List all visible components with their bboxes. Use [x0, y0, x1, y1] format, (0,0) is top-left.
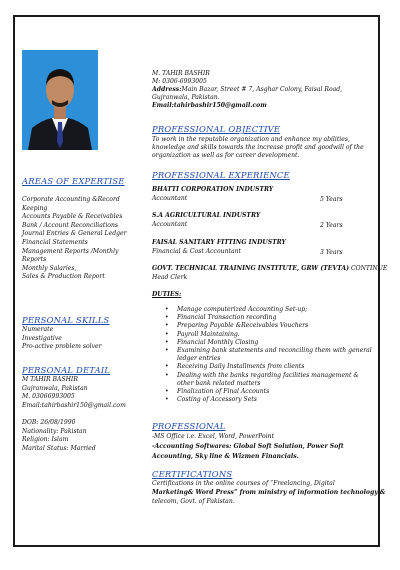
address-label: Address: — [152, 86, 182, 93]
certification-line: Marketing& Word Press” from ministry of information technology & — [152, 489, 386, 496]
job-role: Accountant — [152, 195, 188, 202]
job-role: Financial & Cost Accountant — [152, 248, 241, 255]
personal-line: M. 03066993005 — [22, 393, 75, 401]
list-item: Monthly Salaries, — [22, 264, 77, 272]
list-item: • Financial Monthly Closing — [165, 338, 259, 346]
list-item: Journal Entries & General Ledger — [22, 230, 127, 238]
objective-line: To work in the reputable organization and enhance my abilities, — [152, 136, 350, 143]
job-company: BHATTI CORPORATION INDUSTRY — [152, 186, 274, 193]
objective-line: organization as well as for career development. — [152, 152, 300, 159]
list-item: Corporate Accounting &Record — [22, 196, 120, 203]
professional-heading: PROFESSIONAL — [152, 421, 226, 431]
list-item: • Financial Transaction recording — [165, 314, 277, 322]
personal-line: Email:tahirbashir150@gmail.com — [22, 401, 126, 409]
list-item: Numerate — [22, 326, 54, 333]
objective-heading: PROFESSIONAL OBJECTIVE — [152, 124, 281, 134]
list-item: • Receiving Daily Installments from clients — [165, 363, 305, 371]
govt-role: Head Clerk — [152, 274, 188, 281]
list-item: • Costing of Accessory Sets — [165, 396, 257, 404]
govt-job — [152, 265, 387, 273]
duties-heading: DUTIES: — [152, 291, 182, 298]
objective-line: knowledge and skills towards the increase profit and goodwill of the — [152, 144, 364, 151]
list-item: • Payroll Maintaining. — [165, 330, 240, 338]
professional-line: -MS Office i.e. Excel, Word, PowerPoint — [152, 433, 275, 440]
personal-line: M TAHIR BASHIR — [22, 376, 78, 383]
address-line-1: Main Bazar, Street # 7, Asghar Colony, Faisal Road, — [181, 86, 343, 93]
job-years: 5 Years — [320, 196, 343, 203]
personal-line: Marital Status: Married — [22, 444, 96, 452]
list-item: other bank related matters — [177, 379, 261, 387]
list-item: Bank / Account Reconciliations — [22, 221, 118, 229]
list-item: Sales & Production Report — [22, 273, 105, 281]
professional-line: -Accounting Softwares: Global Soft Solution, Power Soft — [152, 443, 344, 450]
skills-list — [22, 326, 102, 352]
govt-status: CONTINUE — [350, 265, 388, 272]
email-value: tahirbashir150@gmail.com — [173, 102, 267, 109]
job-role: Accountant — [152, 221, 188, 228]
govt-company: GOVT. TECHNICAL TRAINING INSTITUTE, GRW (TEVTA) — [152, 265, 349, 272]
personal-line: Gujranwala, Pakistan — [22, 384, 88, 392]
list-item: Financial Statements — [22, 238, 88, 246]
personal-heading: PERSONAL DETAIL — [22, 365, 111, 375]
certification-line: telecom, Govt. of Pakistan. — [152, 498, 235, 505]
list-item: Keeping — [22, 204, 48, 212]
experience-heading: PROFESSIONAL EXPERIENCE — [152, 170, 290, 180]
profile-photo — [22, 50, 98, 150]
personal-line: DOB: 26/08/1990 — [22, 419, 76, 426]
job-company: S.A AGRICULTURAL INDUSTRY — [152, 212, 261, 219]
candidate-email — [152, 102, 267, 110]
email-label: Email: — [152, 102, 174, 109]
list-item: ledger entries — [177, 355, 221, 363]
list-item: Management Reports /Monthly — [22, 247, 119, 255]
job-years: 2 Years — [320, 222, 343, 229]
list-item: • Dealing with the banks regarding facilities management & — [165, 371, 359, 379]
certifications-heading: CERTIFICATIONS — [152, 469, 233, 479]
certification-line: Certifications in the online courses of “Freelancing, Digital — [152, 480, 335, 487]
list-item: • Examining bank statements and reconciling them with general — [165, 347, 372, 355]
list-item: Pro-active problem solver — [22, 343, 102, 351]
professional-line: Accounting, Sky line & Wizmen Financials. — [152, 453, 299, 460]
duties-list — [165, 306, 375, 404]
list-item: • Finalization of Final Accounts — [165, 388, 270, 396]
list-item: Accounts Payable & Receivables — [22, 213, 123, 221]
expertise-heading: AREAS OF EXPERTISE — [22, 176, 125, 186]
job-years: 3 Years — [320, 249, 343, 256]
personal-line: Nationality: Pakistan — [22, 427, 87, 435]
list-item: Investigative — [22, 334, 62, 342]
personal-line: Religion: Islam — [22, 436, 69, 444]
personal-details — [22, 419, 96, 453]
list-item: • Preparing Payable &Receivables Vouchers — [165, 322, 309, 330]
personal-contact — [22, 376, 126, 410]
job-company: FAISAL SANITARY FITTING INDUSTRY — [152, 239, 286, 246]
candidate-name: M. TAHIR BASHIR — [152, 70, 210, 77]
expertise-list — [22, 196, 127, 282]
address-line-2: Gujranwala, Pakistan. — [152, 94, 220, 101]
candidate-mobile: M: 0306-6993005 — [152, 78, 207, 85]
skills-heading: PERSONAL SKILLS — [22, 315, 110, 325]
list-item: Reports — [22, 256, 47, 264]
list-item: • Manage computerized Accounting Set-up; — [165, 306, 308, 313]
